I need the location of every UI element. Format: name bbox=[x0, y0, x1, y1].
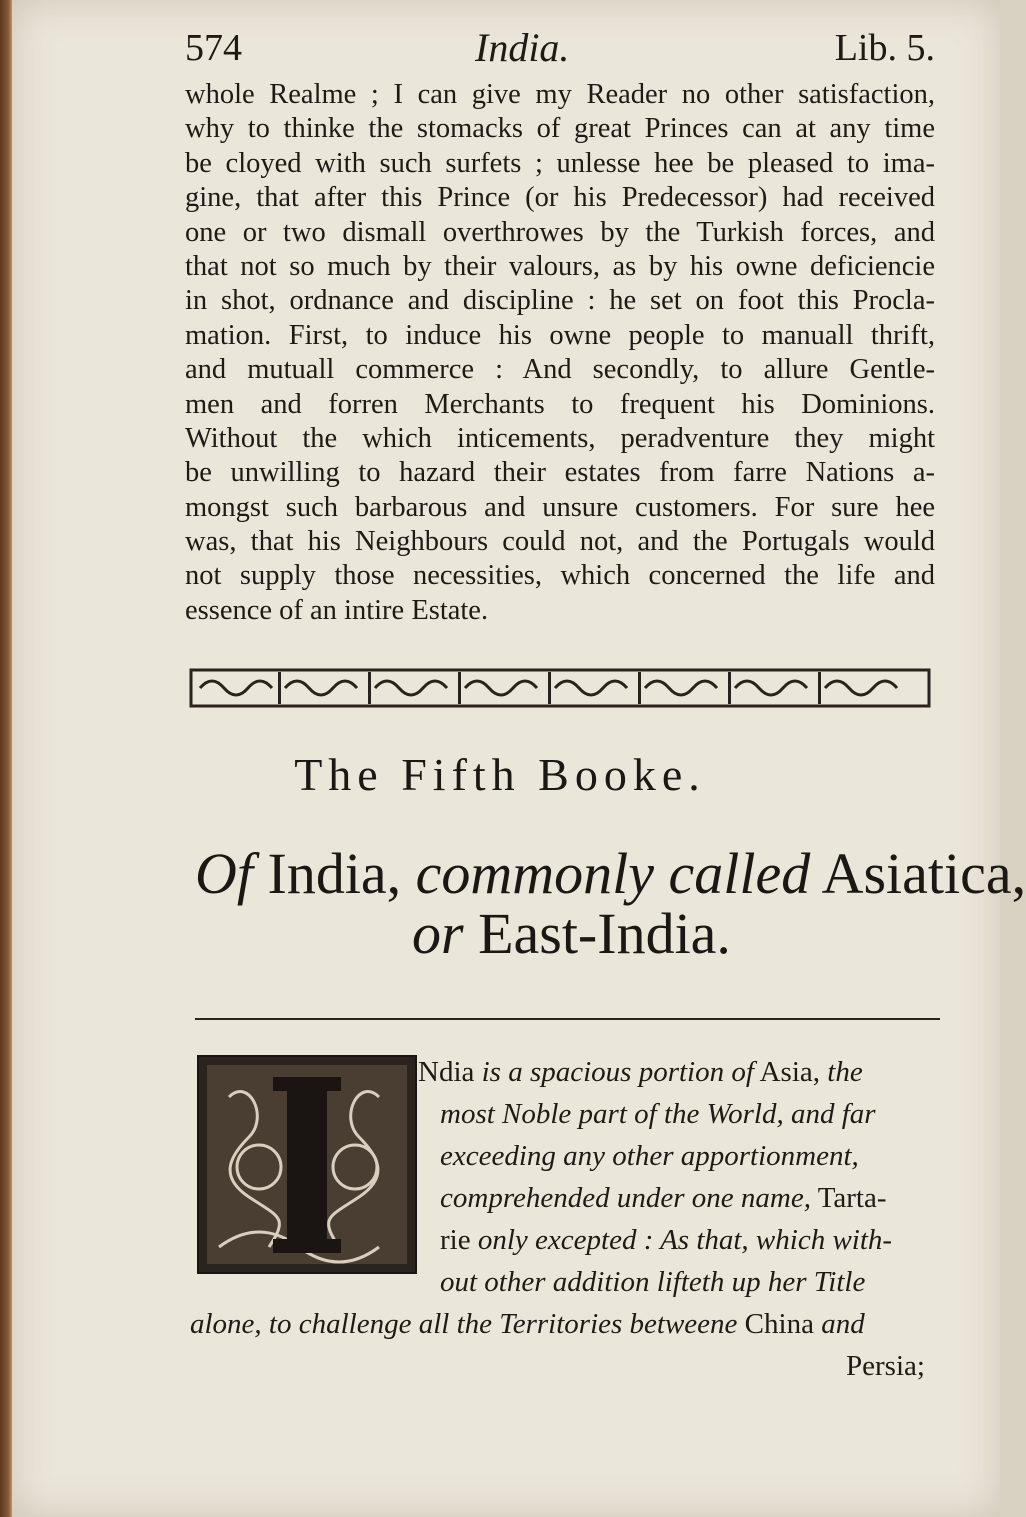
para-italic: comprehended under one name, bbox=[440, 1182, 811, 1214]
text-line: mation. First, to induce his owne people to manuall thrift, bbox=[185, 319, 935, 351]
subtitle-commonly-called: commonly called bbox=[415, 841, 811, 906]
para-italic: the bbox=[827, 1056, 863, 1088]
text-line: one or two dismall overthrowes by the Turkish forces, and bbox=[185, 216, 935, 248]
para-italic: only excepted : As that, which with- bbox=[477, 1224, 893, 1256]
decorative-border-ornament bbox=[190, 664, 930, 712]
text-line: gine, that after this Prince (or his Predecessor) had received bbox=[185, 182, 935, 214]
text-line: was, that his Neighbours could not, and the Portugals would bbox=[185, 526, 935, 558]
para-italic: alone, to challenge all the Territories betweene bbox=[190, 1308, 738, 1340]
para-word: Asia, bbox=[759, 1056, 821, 1088]
subtitle-or: or bbox=[412, 901, 464, 966]
text-line: not supply those necessities, which concerned the life and bbox=[185, 560, 935, 592]
para-word: China bbox=[744, 1308, 814, 1340]
para-line-8: Persia; bbox=[846, 1350, 925, 1382]
para-italic: is a spacious portion of bbox=[481, 1056, 754, 1088]
text-line: mongst such barbarous and unsure customers. For sure hee bbox=[185, 491, 935, 523]
text-line: why to thinke the stomacks of great Princes can at any time bbox=[185, 113, 935, 145]
subtitle-india: India, bbox=[267, 841, 402, 906]
para-word: Tarta- bbox=[817, 1182, 887, 1214]
subtitle-line-1 bbox=[195, 840, 1026, 907]
running-header bbox=[185, 22, 935, 72]
subtitle-asiatica: Asiatica, bbox=[821, 841, 1026, 906]
subtitle-line-2 bbox=[412, 900, 731, 967]
para-italic: and bbox=[821, 1308, 865, 1340]
text-line: men and forren Merchants to frequent his Dominions. bbox=[185, 388, 935, 420]
text-line: and mutuall commerce : And secondly, to allure Gentle- bbox=[185, 354, 935, 386]
page-number: 574 bbox=[185, 27, 242, 69]
text-line: be cloyed with such surfets ; unlesse hee be pleased to ima- bbox=[185, 147, 935, 179]
text-line: whole Realme ; I can give my Reader no other satisfaction, bbox=[185, 79, 935, 110]
book-reference: Lib. 5. bbox=[834, 27, 935, 69]
para-line-2: most Noble part of the World, and far bbox=[440, 1098, 876, 1130]
book-title: The Fifth Booke. bbox=[294, 749, 706, 800]
text-line: Without the which inticements, peradventure they might bbox=[185, 422, 935, 454]
para-word: Ndia bbox=[418, 1056, 475, 1088]
para-line-7 bbox=[190, 1304, 865, 1344]
text-line: in shot, ordnance and discipline : he set on foot this Procla- bbox=[185, 285, 935, 317]
para-line-4 bbox=[440, 1178, 887, 1218]
subtitle-of: Of bbox=[195, 841, 253, 906]
text-line: that not so much by their valours, as by his owne deficiencie bbox=[185, 250, 935, 282]
para-line-5 bbox=[440, 1220, 892, 1260]
subtitle-east-india: East-India. bbox=[478, 901, 731, 966]
running-head-title: India. bbox=[475, 25, 570, 70]
para-line-3: exceeding any other apportionment, bbox=[440, 1140, 859, 1172]
para-line-6: out other addition lifteth up her Title bbox=[440, 1266, 866, 1298]
text-line: essence of an intire Estate. bbox=[185, 594, 489, 626]
para-word: rie bbox=[440, 1224, 471, 1256]
para-line-1 bbox=[418, 1052, 863, 1092]
divider-rule bbox=[195, 1018, 940, 1020]
body-text bbox=[185, 78, 935, 628]
woodcut-initial-i bbox=[197, 1055, 417, 1274]
text-line: be unwilling to hazard their estates from farre Nations a- bbox=[185, 457, 935, 489]
